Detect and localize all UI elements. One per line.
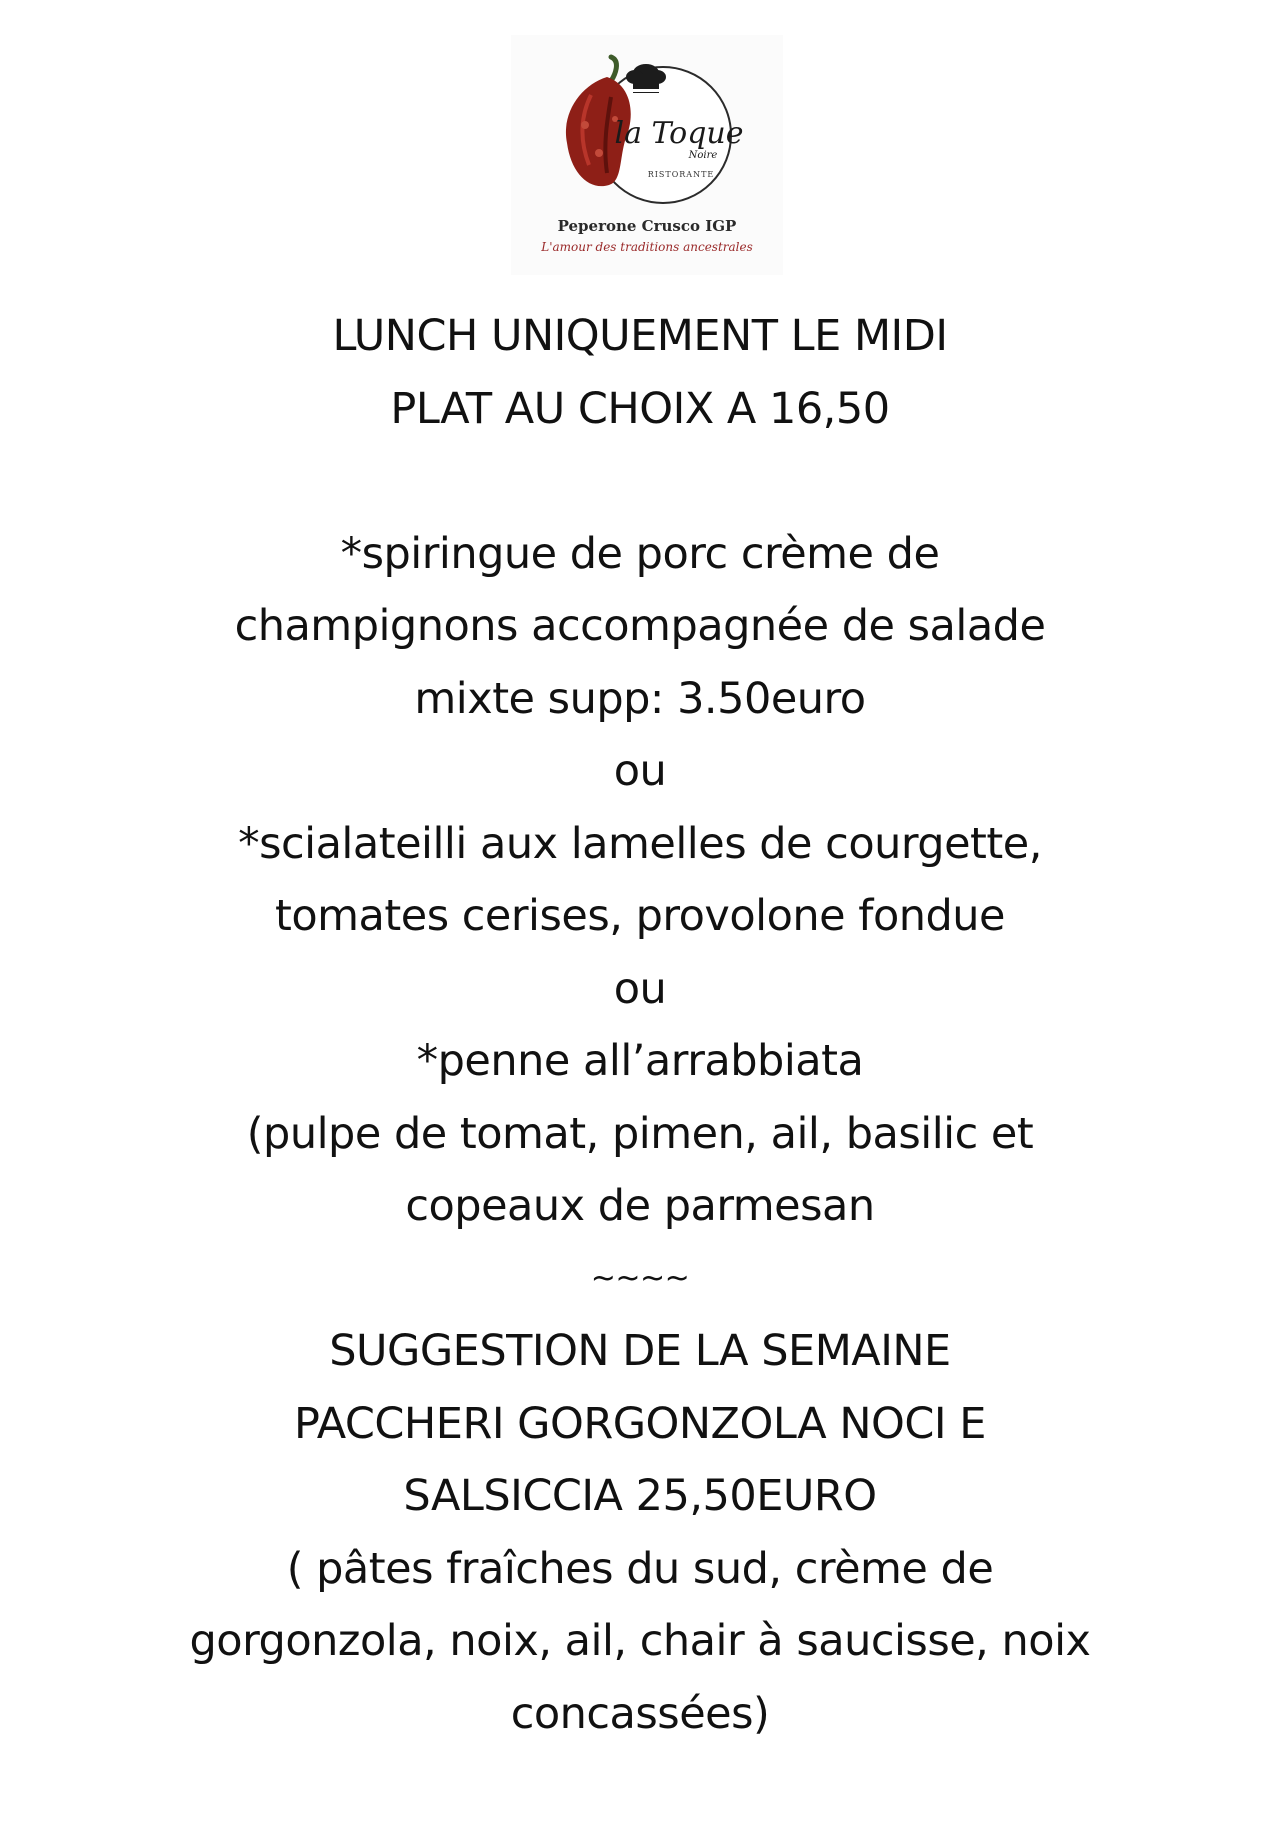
menu-title: LUNCH UNIQUEMENT LE MIDI — [332, 311, 948, 361]
logo-caption: RISTORANTE — [647, 170, 715, 179]
dish-line: *spiringue de porc crème de — [340, 528, 940, 579]
dish-line: *scialateilli aux lamelles de courgette, — [238, 818, 1042, 869]
dish-line: (pulpe de tomat, pimen, ail, basilic et — [246, 1108, 1034, 1159]
logo-motto: L'amour des traditions ancestrales — [541, 240, 753, 254]
suggestion-line: PACCHERI GORGONZOLA NOCI E — [294, 1398, 986, 1449]
logo-script-name: la Toque — [614, 116, 744, 151]
dish-line: *penne all’arrabbiata — [416, 1036, 864, 1086]
section-divider: ~~~~ — [590, 1260, 690, 1296]
lunch-menu — [0, 300, 1280, 1750]
suggestion-line: SALSICCIA 25,50EURO — [403, 1471, 877, 1521]
menu-price: PLAT AU CHOIX A 16,50 — [390, 383, 890, 434]
logo-script-sub: Noire — [688, 150, 718, 161]
dish-separator: ou — [613, 746, 667, 796]
dish-line: mixte supp: 3.50euro — [414, 673, 866, 724]
menu-spacer — [0, 445, 1280, 518]
dish-line: tomates cerises, provolone fondue — [274, 891, 1006, 941]
restaurant-logo — [511, 35, 783, 275]
suggestion-line: concassées) — [510, 1688, 770, 1739]
suggestion-line: ( pâtes fraîches du sud, crème de — [286, 1543, 994, 1594]
dish-line: champignons accompagnée de salade — [234, 601, 1046, 651]
suggestion-title: SUGGESTION DE LA SEMAINE — [329, 1326, 951, 1376]
logo-emblem — [511, 35, 783, 215]
dish-line: copeaux de parmesan — [405, 1181, 875, 1231]
suggestion-line: gorgonzola, noix, ail, chair à saucisse, noix — [189, 1616, 1091, 1666]
dish-separator: ou — [613, 963, 667, 1014]
logo-product-name: Peperone Crusco IGP — [557, 217, 737, 235]
